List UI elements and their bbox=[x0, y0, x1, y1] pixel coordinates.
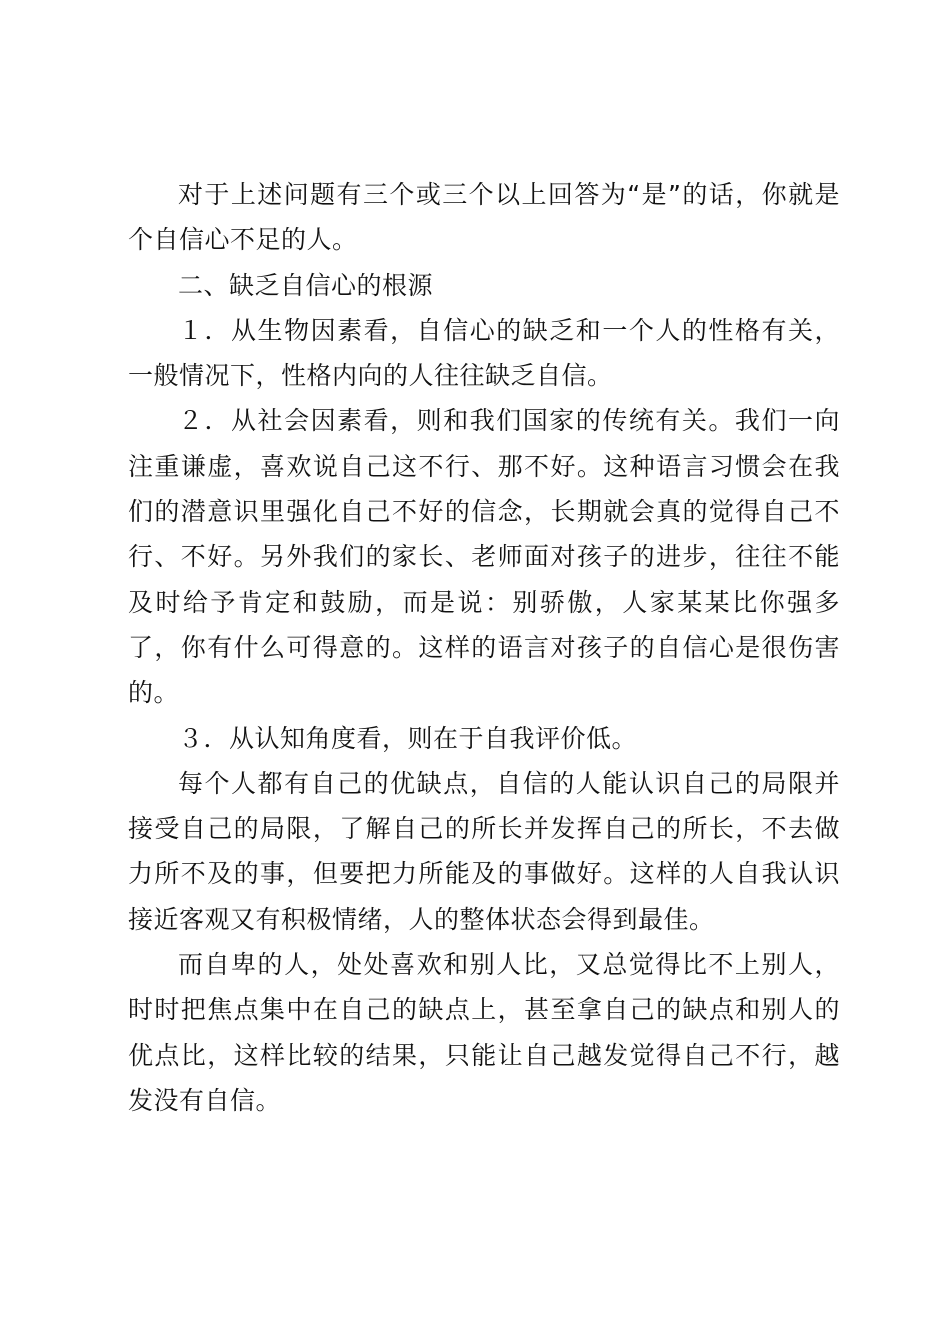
paragraph-point-2: ２．从社会因素看，则和我们国家的传统有关。我们一向注重谦虚，喜欢说自己这不行、那不好。这种语言习惯会在我们的潜意识里强化自己不好的信念，长期就会真的觉得自己不行、不好。另外我们的家长、老师面对孩子的进步，往往不能及时给予肯定和鼓励，而是说：别骄傲，人家某某比你强多了，你有什么可得意的。这样的语言对孩子的自信心是很伤害的。 bbox=[128, 406, 840, 708]
paragraph-confident-people: 每个人都有自己的优缺点，自信的人能认识自己的局限并接受自己的局限，了解自己的所长并发挥自己的所长，不去做力所不及的事，但要把力所能及的事做好。这样的人自我认识接近客观又有积极情绪，人的整体状态会得到最佳。 bbox=[128, 768, 840, 934]
paragraph-inferior-people: 而自卑的人，处处喜欢和别人比，又总觉得比不上别人，时时把焦点集中在自己的缺点上，甚至拿自己的缺点和别人的优点比，这样比较的结果，只能让自己越发觉得自己不行，越发没有自信。 bbox=[128, 950, 840, 1115]
paragraph-point-1: １．从生物因素看，自信心的缺乏和一个人的性格有关，一般情况下，性格内向的人往往缺乏自信。 bbox=[128, 315, 840, 391]
section-heading: 二、缺乏自信心的根源 bbox=[178, 270, 434, 300]
document-body bbox=[128, 172, 840, 1123]
paragraph-conclusion: 对于上述问题有三个或三个以上回答为“是”的话，你就是个自信心不足的人。 bbox=[128, 180, 840, 255]
paragraph-point-3: ３．从认知角度看，则在于自我评价低。 bbox=[178, 723, 638, 753]
